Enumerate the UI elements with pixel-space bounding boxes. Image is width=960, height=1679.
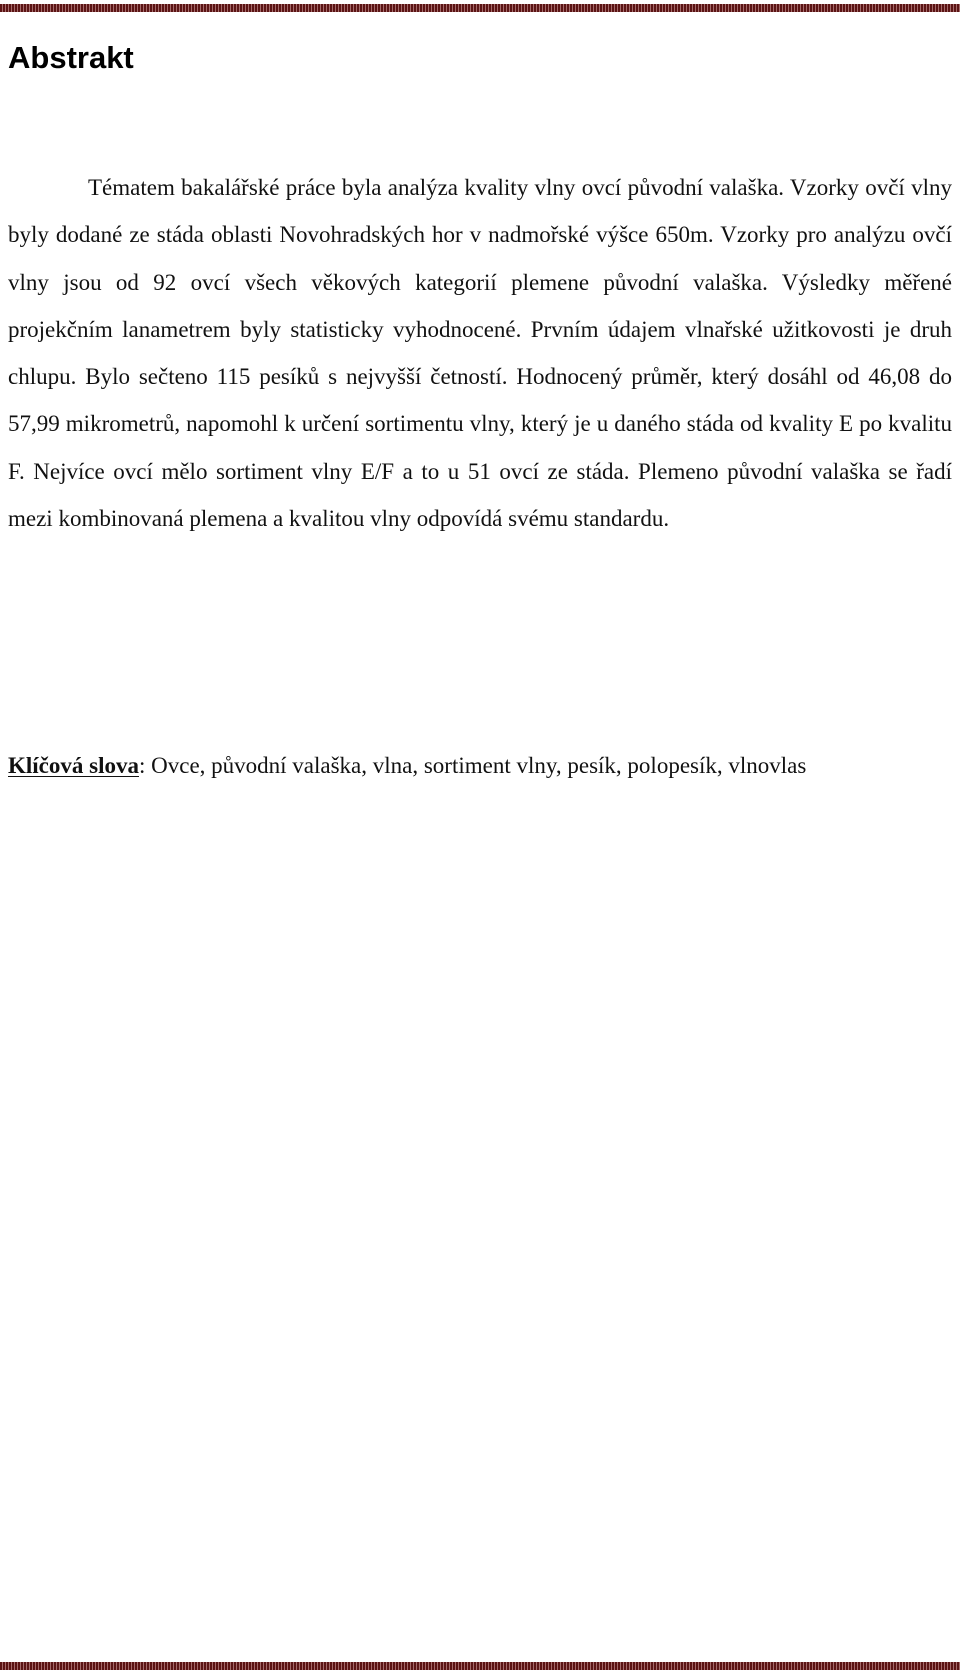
- bottom-decorative-rule: [0, 1662, 960, 1670]
- page-title: Abstrakt: [8, 40, 134, 75]
- keywords-label: Klíčová slova: [8, 753, 139, 778]
- top-decorative-rule: [0, 4, 960, 12]
- keywords-separator: :: [138, 753, 146, 778]
- keywords-text: Ovce, původní valaška, vlna, sortiment vlny, pesík, polopesík, vlnovlas: [145, 753, 807, 778]
- abstract-paragraph: Tématem bakalářské práce byla analýza kvality vlny ovcí původní valaška. Vzorky ovčí vlny byly dodané ze stáda oblasti Novohradských hor v nadmořské výšce 650m. Vzorky pro analýzu ovčí vlny jsou od 92 ovcí všech věkových kategorií plemene původní valaška. Výsledky měřené projekčním lanametrem byly statisticky vyhodnocené. Prvním údajem vlnařské užitkovosti je druh chlupu. Bylo sečteno 115 pesíků s nejvyšší četností. Hodnocený průměr, který dosáhl od 46,08 do 57,99 mikrometrů, napomohl k určení sortimentu vlny, který je u daného stáda od kvality E po kvalitu F. Nejvíce ovcí mělo sortiment vlny E/F a to u 51 ovcí ze stáda. Plemeno původní valaška se řadí mezi kombinovaná plemena a kvalitou vlny odpovídá svému standardu.: [8, 175, 952, 532]
- keywords-line: [8, 742, 952, 789]
